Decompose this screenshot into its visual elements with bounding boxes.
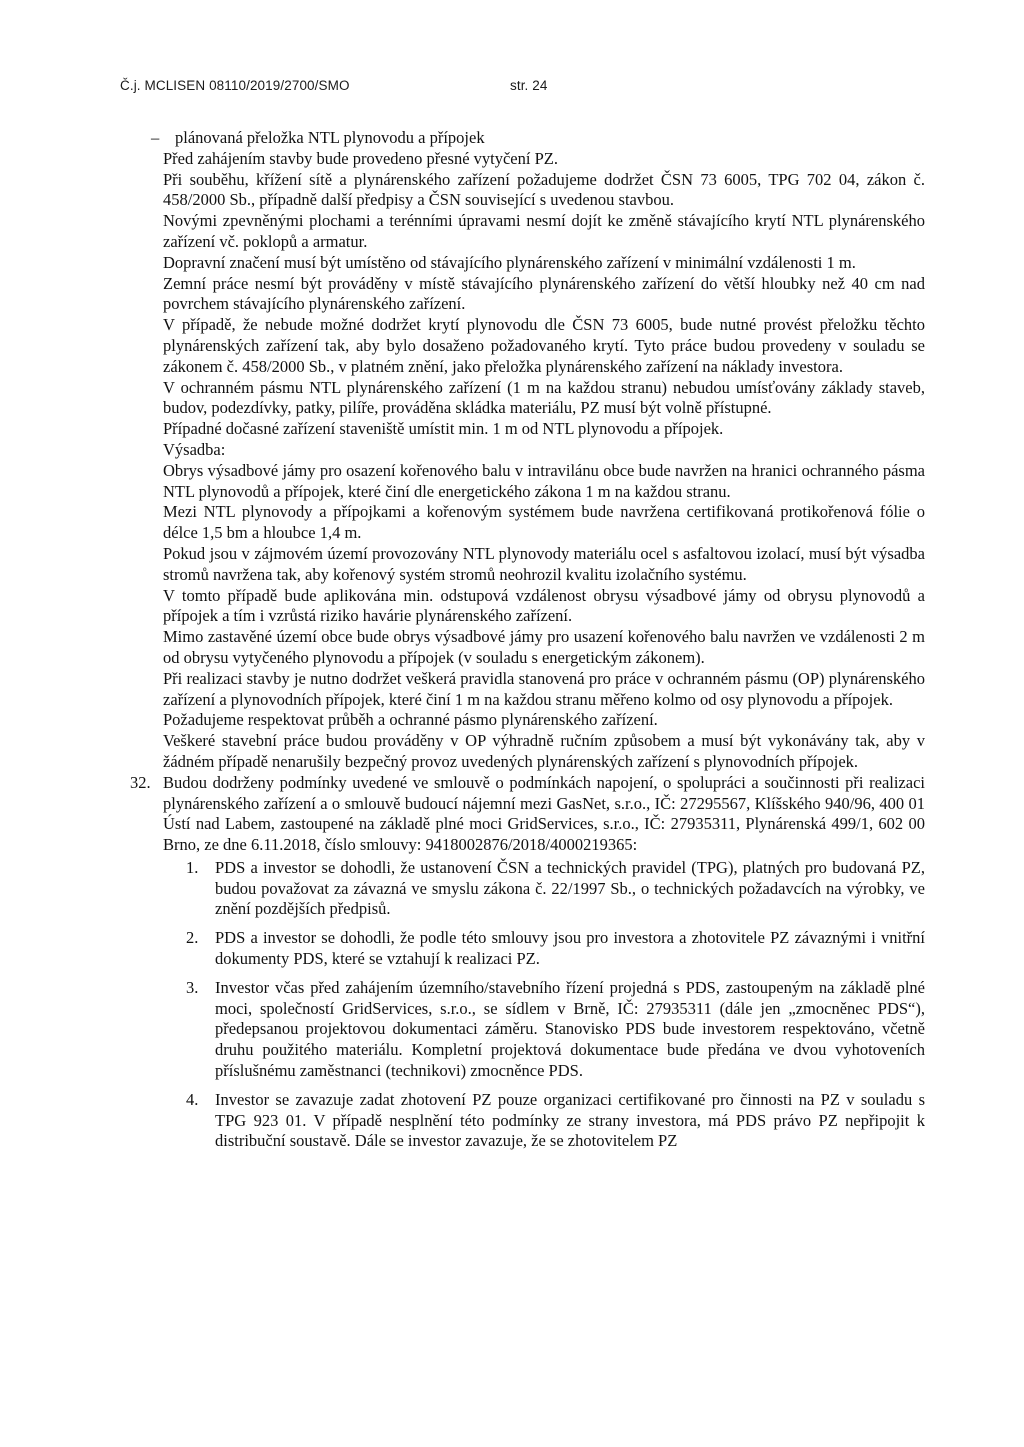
item-number: 32.	[130, 772, 151, 792]
paragraph: Při realizaci stavby je nutno dodržet veškerá pravidla stanovená pro práce v ochranném pásmu (OP) plynárenského zařízení a plynovodních přípojek, které činí 1 m na každou stranu měřeno kolmo od osy plynovodu a přípojek.	[163, 668, 925, 709]
sub-item-number: 3.	[186, 977, 199, 997]
sub-item-text: PDS a investor se dohodli, že ustanovení ČSN a technických pravidel (TPG), platných pro budovaná PZ, budou považovat za závazná ve smyslu zákona č. 22/1997 Sb., o technických požadavcích na výrobky, ve znění pozdějších předpisů.	[215, 857, 925, 919]
sub-item-number: 2.	[186, 928, 199, 948]
paragraph: Mimo zastavěné území obce bude obrys výsadbové jámy pro usazení kořenového balu navržen ve vzdálenosti 2 m od obrysu vytyčeného plynovodu a přípojek (v souladu s energetickým zákonem).	[163, 627, 925, 667]
paragraph-text: plánovaná přeložka NTL plynovodu a přípojek	[175, 128, 485, 147]
dash-bullet: –	[151, 128, 160, 147]
sub-list	[186, 857, 925, 1152]
paragraph: Pokud jsou v zájmovém území provozovány NTL plynovody materiálu ocel s asfaltovou izolací, musí být výsadba stromů navržena tak, aby kořenový systém stromů neohrozil kvalitu izolačního systému.	[163, 543, 925, 584]
paragraph: Mezi NTL plynovody a přípojkami a kořenovým systémem bude navržena certifikovaná protikořenová fólie o délce 1,5 bm a hloubce 1,4 m.	[163, 502, 925, 543]
paragraph: Případné dočasné zařízení staveniště umístit min. 1 m od NTL plynovodu a přípojek.	[163, 419, 724, 439]
sub-item	[186, 928, 925, 970]
sub-item-text: PDS a investor se dohodli, že podle této smlouvy jsou pro investora a zhotovitele PZ závaznými i vnitřní dokumenty PDS, které se vztahují k realizaci PZ.	[215, 928, 925, 969]
document-body	[130, 128, 925, 1152]
paragraph: V ochranném pásmu NTL plynárenského zařízení (1 m na každou stranu) nebudou umísťovány základy staveb, budov, podezdívky, patky, pilíře, prováděna skládka materiálu, PZ musí být volně přístupné.	[163, 377, 925, 418]
paragraph	[151, 128, 925, 149]
sub-item	[186, 977, 925, 1082]
page-header	[120, 78, 548, 93]
paragraph: Požadujeme respektovat průběh a ochranné pásmo plynárenského zařízení.	[163, 710, 658, 730]
section-heading: Výsadba:	[163, 439, 226, 459]
item-text: Budou dodrženy podmínky uvedené ve smlouvě o podmínkách napojení, o spolupráci a součinnosti při realizaci plynárenského zařízení a o smlouvě budoucí nájemní mezi GasNet, s.r.o., IČ: 27295567, Klíšského 940/96, 400 01 Ústí nad Labem, zastoupené na základě plné moci GridServices, s.r.o., IČ: 27935311, Plynárenská 499/1, 602 00 Brno, ze dne 6.11.2018, číslo smlouvy: 9418002876/2018/4000219365:	[163, 772, 925, 855]
paragraph: Obrys výsadbové jámy pro osazení kořenového balu v intravilánu obce bude navržen na hranici ochranného pásma NTL plynovodů a přípojek, které činí dle energetického zákona 1 m na každou stranu.	[163, 460, 925, 501]
sub-item	[186, 1089, 925, 1152]
sub-item	[186, 857, 925, 920]
sub-item-number: 4.	[186, 1089, 199, 1109]
paragraph: Novými zpevněnými plochami a terénními úpravami nesmí dojít ke změně stávajícího krytí NTL plynárenského zařízení vč. poklopů a armatur.	[163, 211, 925, 251]
paragraph: Při souběhu, křížení sítě a plynárenského zařízení požadujeme dodržet ČSN 73 6005, TPG 702 04, zákon č. 458/2000 Sb., případně další předpisy a ČSN související s uvedenou stavbou.	[163, 169, 925, 210]
page-number: str. 24	[510, 78, 548, 93]
paragraph: Zemní práce nesmí být prováděny v místě stávajícího plynárenského zařízení do větší hloubky než 40 cm nad povrchem stávajícího plynárenského zařízení.	[163, 273, 925, 314]
paragraph: Veškeré stavební práce budou prováděny v OP výhradně ručním způsobem a musí být vykonávány tak, aby v žádném případě nenarušily bezpečný provoz uvedených plynárenských zařízení s plynovodních přípojek.	[163, 731, 925, 771]
numbered-item-32	[130, 772, 925, 1153]
paragraph: V tomto případě bude aplikována min. odstupová vzdálenost obrysu výsadbové jámy od obrysu plynovodů a přípojek a tím i vzrůstá riziko havárie plynárenského zařízení.	[163, 585, 925, 626]
paragraph: Dopravní značení musí být umístěno od stávajícího plynárenského zařízení v minimální vzdálenosti 1 m.	[163, 252, 856, 272]
document-reference: Č.j. MCLISEN 08110/2019/2700/SMO	[120, 78, 350, 93]
paragraph: Před zahájením stavby bude provedeno přesné vytyčení PZ.	[163, 148, 558, 168]
sub-item-text: Investor včas před zahájením územního/stavebního řízení projedná s PDS, zastoupeným na základě plné moci, společností GridServices, s.r.o., se sídlem v Brně, IČ: 27935311 (dále jen „zmocněnec PDS“), předepsanou projektovou dokumentaci záměru. Stanovisko PDS bude investorem respektováno, včetně druhu použitého materiálu. Kompletní projektová dokumentace bude předána ve dvou vyhotoveních příslušnému zaměstnanci (technikovi) zmocněnce PDS.	[215, 977, 925, 1081]
paragraph: V případě, že nebude možné dodržet krytí plynovodu dle ČSN 73 6005, bude nutné provést přeložku těchto plynárenských zařízení tak, aby bylo dosaženo požadovaného krytí. Tyto práce budou provedeny v souladu se zákonem č. 458/2000 Sb., v platném znění, jako přeložka plynárenského zařízení na náklady investora.	[163, 315, 925, 376]
sub-item-number: 1.	[186, 857, 199, 877]
sub-item-text: Investor se zavazuje zadat zhotovení PZ pouze organizaci certifikované pro činnosti na PZ v souladu s TPG 923 01. V případě nesplnění této podmínky ze strany investora, má PDS právo PZ nepřipojit k distribuční soustavě. Dále se investor zavazuje, že se zhotovitelem PZ	[215, 1089, 925, 1151]
